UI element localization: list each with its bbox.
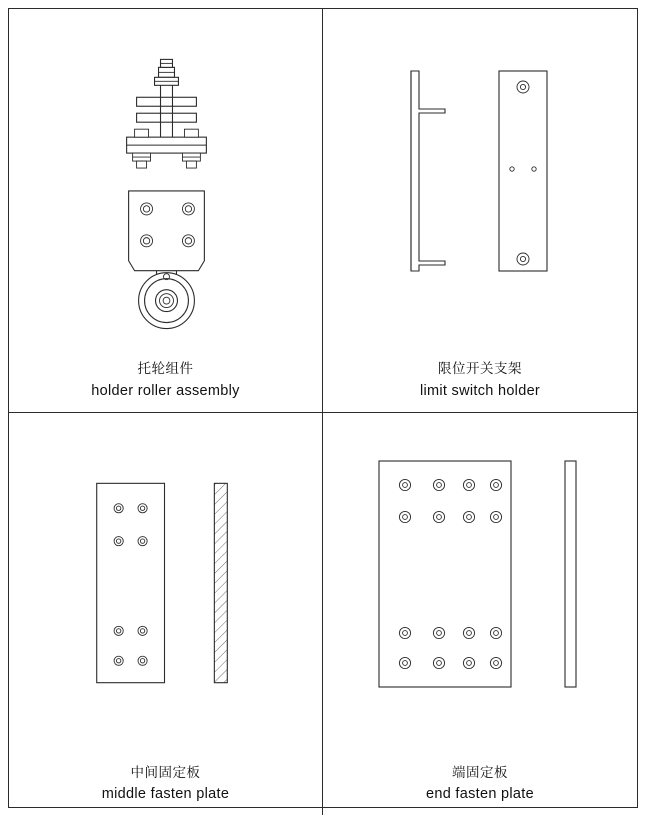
drawing-end-fasten-plate (323, 413, 637, 763)
panel-holder-roller-assembly (9, 9, 323, 413)
caption-cn: 端固定板 (452, 764, 508, 780)
limit-switch-holder-svg (323, 9, 637, 359)
panel-limit-switch-holder (323, 9, 637, 413)
caption-en: end fasten plate (426, 786, 534, 803)
panel-end-fasten-plate (323, 413, 637, 816)
caption-en: middle fasten plate (101, 786, 230, 803)
flat-plate (499, 71, 547, 271)
drawing-sheet (8, 8, 638, 808)
drawing-holder-roller-assembly (9, 9, 322, 359)
bent-profile (411, 71, 445, 271)
holder-roller-assembly-svg (9, 9, 322, 359)
caption-limit-switch-holder (323, 359, 637, 412)
caption-cn: 限位开关支架 (438, 361, 522, 376)
middle-fasten-plate-svg (9, 413, 322, 763)
caption-en: holder roller assembly (91, 382, 240, 399)
plate-side-view (565, 461, 576, 687)
caption-middle-fasten-plate (9, 763, 322, 816)
plate-side-view-hatched (214, 483, 227, 682)
drawing-limit-switch-holder (323, 9, 637, 359)
drawing-middle-fasten-plate (9, 413, 322, 763)
caption-cn: 托轮组件 (137, 361, 194, 376)
plate-front-view (379, 461, 511, 687)
caption-en: limit switch holder (419, 382, 541, 399)
panel-middle-fasten-plate (9, 413, 323, 816)
end-fasten-plate-svg (323, 413, 637, 763)
caption-holder-roller-assembly (9, 359, 322, 412)
caption-cn: 中间固定板 (130, 764, 201, 780)
caption-end-fasten-plate (323, 763, 637, 816)
plate-front-view (97, 483, 165, 682)
